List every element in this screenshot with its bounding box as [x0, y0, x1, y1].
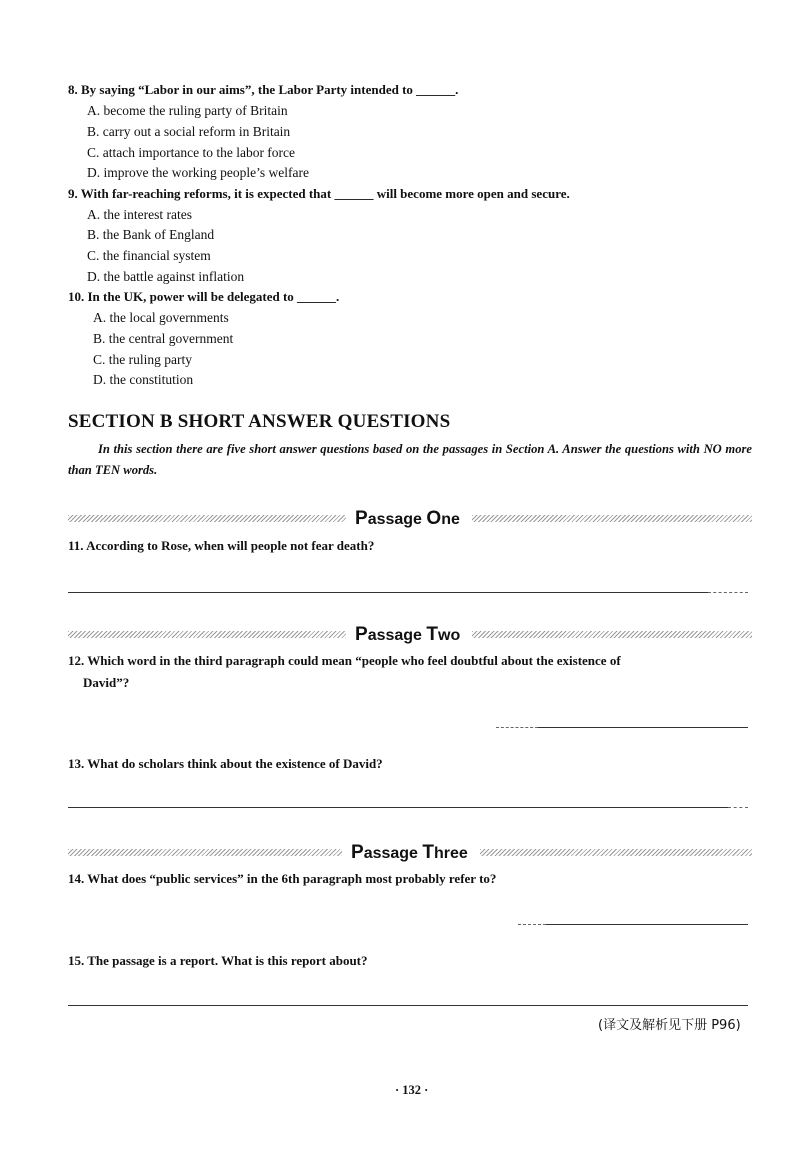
hatch-divider-right	[472, 515, 752, 522]
hatch-divider-left	[68, 849, 342, 856]
answer-line-12-lead	[496, 727, 538, 728]
answer-line-15[interactable]	[68, 1005, 748, 1006]
question-12-line-1: 12. Which word in the third paragraph could mean “people who feel doubtful about the existence of	[68, 653, 621, 668]
question-10-stem: 10. In the UK, power will be delegated to ______.	[68, 289, 340, 304]
question-14: 14. What does “public services” in the 6th paragraph most probably refer to?	[68, 871, 497, 886]
question-8-option-d: D. improve the working people’s welfare	[87, 165, 309, 180]
translation-reference-note: (译文及解析见下册 P96)	[598, 1018, 741, 1033]
section-b-title: SECTION B SHORT ANSWER QUESTIONS	[68, 411, 451, 432]
question-10-option-d: D. the constitution	[93, 372, 194, 387]
question-10-option-c: C. the ruling party	[93, 352, 192, 367]
hatch-divider-right	[472, 631, 752, 638]
question-8-option-c: C. attach importance to the labor force	[87, 145, 296, 160]
question-9-stem: 9. With far-reaching reforms, it is expected that ______ will become more open and secure.	[68, 186, 570, 201]
passage-three-title: Passage Three	[351, 842, 468, 863]
passage-one-title: Passage One	[355, 508, 460, 529]
question-11: 11. According to Rose, when will people not fear death?	[68, 538, 375, 553]
answer-line-11[interactable]	[68, 592, 708, 593]
question-10-option-b: B. the central government	[93, 331, 234, 346]
question-9-option-a: A. the interest rates	[87, 207, 192, 222]
question-8-option-b: B. carry out a social reform in Britain	[87, 124, 291, 139]
question-12	[68, 650, 752, 694]
question-9-option-b: B. the Bank of England	[87, 227, 215, 242]
hatch-divider-left	[68, 515, 346, 522]
question-15: 15. The passage is a report. What is this report about?	[68, 953, 368, 968]
question-8-stem: 8. By saying “Labor in our aims”, the Labor Party intended to ______.	[68, 82, 459, 97]
answer-line-14-lead	[518, 924, 546, 925]
answer-line-11-tail	[708, 592, 748, 593]
question-8-option-a: A. become the ruling party of Britain	[87, 103, 288, 118]
answer-line-13[interactable]	[68, 807, 728, 808]
question-10-option-a: A. the local governments	[93, 310, 229, 325]
answer-line-13-tail	[728, 807, 748, 808]
passage-two-header	[68, 624, 752, 646]
passage-one-header	[68, 508, 752, 530]
question-9-option-c: C. the financial system	[87, 248, 211, 263]
passage-three-header	[68, 842, 752, 864]
page-number: · 132 ·	[395, 1083, 429, 1097]
answer-line-14[interactable]	[546, 924, 748, 925]
hatch-divider-left	[68, 631, 346, 638]
question-13: 13. What do scholars think about the existence of David?	[68, 756, 383, 771]
section-b-instructions: In this section there are five short answer questions based on the passages in Section A. Answer the questions with NO more than TEN words.	[68, 442, 752, 477]
hatch-divider-right	[480, 849, 752, 856]
question-12-line-2: David”?	[83, 675, 130, 690]
question-9-option-d: D. the battle against inflation	[87, 269, 245, 284]
answer-line-12[interactable]	[538, 727, 748, 728]
passage-two-title: Passage Two	[355, 624, 461, 645]
